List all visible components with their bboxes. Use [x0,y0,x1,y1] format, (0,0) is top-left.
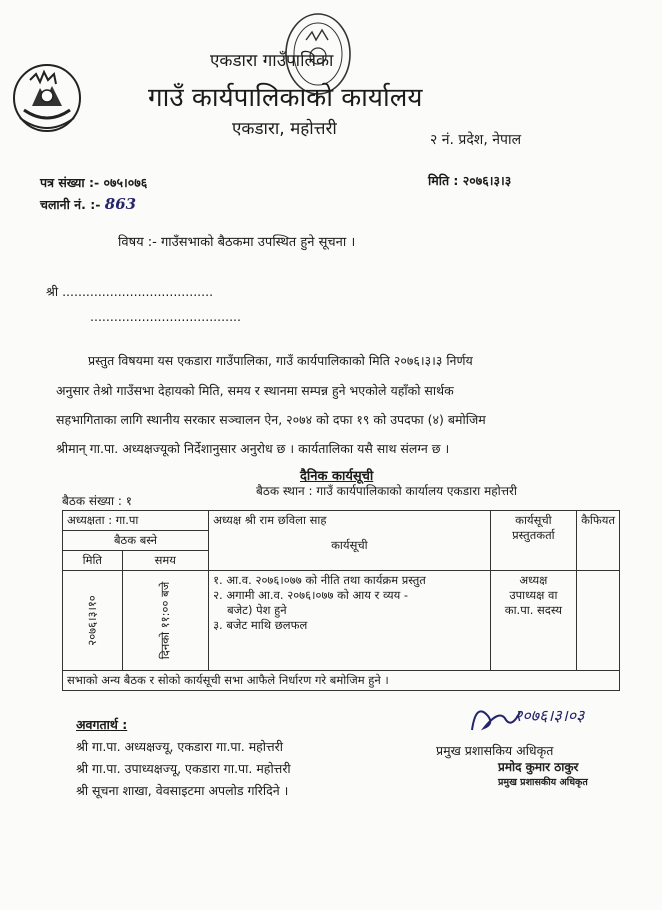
agenda-table [62,510,620,691]
agenda-date-cell [63,571,123,671]
agenda-presenter-cell [490,571,576,671]
presenter-line: उपाध्यक्ष वा [509,588,558,602]
office-location: एकडारा, महोत्तरी [232,119,337,139]
letter-subject: विषय :- गाउँसभाको बैठकमा उपस्थित हुने सूचना । [118,235,356,250]
agenda-title: दैनिक कार्यसूची [300,469,374,484]
agenda-item: १. आ.व. २०७६।०७७ को नीति तथा कार्यक्रम प्रस्तुत [213,573,426,587]
meeting-venue: बैठक स्थान : गाउँ कार्यपालिकाको कार्यालय एकडारा महोत्तरी [256,484,518,498]
body-line: श्रीमान् गा.पा. अध्यक्षज्यूको निर्देशानुसार अनुरोध छ । कार्यतालिका यसै साथ संलग्न छ । [56,441,450,456]
signatory-title: प्रमुख प्रशासकिय अधिकृत [436,743,554,758]
cc-line: श्री गा.पा. उपाध्यक्षज्यू, एकडारा गा.पा. महोत्तरी [76,761,291,776]
chair-name: अध्यक्ष श्री राम छविला साह [213,513,327,527]
nepal-emblem-icon [10,60,84,138]
agenda-item: २. अगामी आ.व. २०७६।०७७ को आय र व्यय - [213,588,409,602]
dispatch-number: चलानी नं. :- 863 [40,195,137,213]
meeting-col-header: बैठक बस्ने [63,531,209,551]
chair-label: अध्यक्षता : गा.पा [63,511,209,531]
cc-line: श्री गा.पा. अध्यक्षज्यू, एकडारा गा.पा. महोत्तरी [76,739,284,754]
agenda-date: २०७६।३।१० [84,595,99,646]
agenda-remarks-cell [577,571,620,671]
date-col-header: मिति [63,551,123,571]
agenda-item: ३. बजेट माथि छलफल [213,618,308,632]
agenda-col-presenter: कार्यसूची प्रस्तुतकर्ता [490,511,576,571]
agenda-col-items [209,511,491,571]
agenda-items-header: कार्यसूची [331,538,368,552]
time-col-header: समय [122,551,208,571]
agenda-time-cell [122,571,208,671]
agenda-footer-note: सभाको अन्य बैठक र सोको कार्यसूची सभा आफैले निर्धारण गरे बमोजिम हुने । [63,671,620,691]
meeting-number: बैठक संख्या : १ [62,494,132,508]
letter-number: पत्र संख्या :- ०७५।०७६ [40,175,148,190]
agenda-item: बजेट) पेश हुने [227,603,287,617]
province-label: २ नं. प्रदेश, नेपाल [430,132,522,148]
agenda-items-cell [209,571,491,671]
signature-date: २०७६।३।०३ [514,706,585,725]
body-line: प्रस्तुत विषयमा यस एकडारा गाउँपालिका, गाउँ कार्यपालिकाको मिति २०७६।३।३ निर्णय [88,353,473,368]
presenter-line: अध्यक्ष [519,573,548,587]
agenda-time: दिनको ११:०० बजे [157,581,172,660]
municipality-name: एकडारा गाउँपालिका [210,51,334,71]
letter-date: मिति : २०७६।३।३ [428,173,512,188]
body-line: अनुसार तेश्रो गाउँसभा देहायको मिति, समय र स्थानमा सम्पन्न हुने भएकोले यहाँको सार्थक [56,383,454,398]
recipient-line-2: ...................................... [90,309,241,324]
officer-stamp [498,758,606,788]
agenda-col-remarks: कैफियत [577,511,620,571]
stamp-name: प्रमोद कुमार ठाकुर [498,760,579,774]
presenter-line: का.पा. सदस्य [504,603,563,617]
stamp-title: प्रमुख प्रशासकीय अधिकृत [498,777,588,788]
recipient-line-1: श्री ...................................... [46,284,214,299]
body-line: सहभागिताका लागि स्थानीय सरकार सञ्चालन ऐन, २०७४ को दफा १९ को उपदफा (४) बमोजिम [56,412,486,427]
cc-title: अवगतार्थ : [76,717,128,732]
office-name: गाउँ कार्यपालिकाको कार्यालय [148,83,423,113]
cc-line: श्री सूचना शाखा, वेवसाइटमा अपलोड गरिदिने । [76,783,289,798]
